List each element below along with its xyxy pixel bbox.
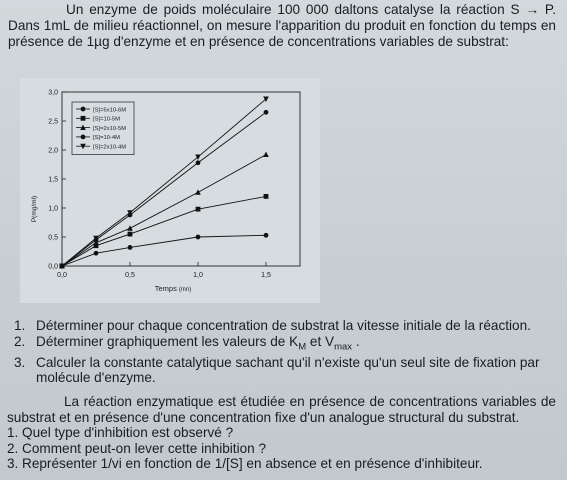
y-tick-label: 1,0: [48, 205, 58, 213]
legend-label: [S]=10-5M: [93, 116, 120, 123]
legend-label: [S]=2x10-4M: [93, 144, 127, 151]
legend-marker: [81, 107, 86, 112]
legend-marker: [81, 135, 86, 140]
intro-text: [8, 2, 556, 50]
x-tick-label: 1,5: [261, 272, 271, 279]
question-item: [7, 425, 556, 441]
intro-paragraph: Un enzyme de poids moléculaire 100 000 daltons catalyse la réaction S → P. Dans 1mL de milieu réactionnel, on mesure l'apparition du produit en fonction du temps en présence de 1µg d'enzyme et en présence de concentrations variables de substrat:: [8, 2, 556, 49]
question-number: 2.: [7, 440, 19, 456]
question-number: 2.: [14, 333, 26, 349]
question-text: Déterminer pour chaque concentration de substrat la vitesse initiale de la réaction.: [36, 318, 531, 333]
y-tick-label: 2,5: [48, 118, 58, 126]
inhibition-section: [7, 394, 556, 472]
y-tick-label: 0,5: [48, 234, 58, 242]
data-point: [264, 194, 269, 199]
x-tick-label: 0,0: [57, 272, 67, 279]
legend-marker: [81, 116, 86, 121]
data-point: [196, 235, 201, 240]
data-point: [128, 232, 133, 237]
product-time-chart: [20, 78, 320, 303]
legend-label: [S]=10-4M: [93, 135, 120, 142]
question-number: 3.: [14, 354, 26, 370]
question-list-1: [14, 318, 554, 386]
data-point: [94, 251, 99, 256]
question-text: Calculer la constante catalytique sachant qu'il n'existe qu'un seul site de fixation par molécule d'enzyme.: [36, 354, 540, 386]
data-point: [264, 233, 269, 238]
data-point: [264, 110, 269, 115]
chart-svg: [20, 78, 320, 303]
question-item: [14, 318, 554, 334]
question-text: Représenter 1/vi en fonction de 1/[S] en absence et en présence d'inhibiteur.: [22, 456, 483, 471]
y-axis-label: P(mg/ml): [31, 195, 38, 223]
question-text: Comment peut-on lever cette inhibition ?: [22, 440, 267, 456]
y-tick-label: 1,5: [48, 176, 58, 184]
x-axis-unit: (mn): [178, 287, 192, 293]
x-tick-label: 0,5: [125, 272, 135, 279]
question-text: Déterminer graphiquement les valeurs de $K_M$ et $V_{max}$ .: [36, 333, 360, 353]
data-point: [128, 245, 133, 250]
data-point: [196, 160, 201, 165]
legend-label: [S]=5x10-6M: [93, 107, 127, 114]
chart-background: [20, 78, 320, 303]
question-text: Quel type d'inhibition est observé ?: [22, 425, 234, 440]
data-point: [196, 207, 201, 212]
question-item: [14, 355, 554, 386]
question-number: 1.: [7, 425, 19, 440]
question-item: [7, 441, 556, 457]
question-item: [14, 334, 554, 355]
legend-label: [S]=2x10-5M: [93, 125, 127, 132]
question-item: [7, 456, 556, 472]
y-tick-label: 3,0: [48, 89, 58, 97]
y-tick-label: 0,0: [48, 263, 58, 271]
x-tick-label: 1,0: [193, 272, 203, 279]
question-number: 3.: [7, 456, 19, 471]
y-tick-label: 2,0: [48, 147, 58, 155]
x-axis-label: Temps (mn): [154, 284, 192, 293]
question-number: 1.: [14, 318, 26, 333]
inhibition-paragraph: La réaction enzymatique est étudiée en présence de concentrations variables de substrat et en présence d'une concentration fixe d'un analogue structural du substrat.: [7, 394, 556, 425]
